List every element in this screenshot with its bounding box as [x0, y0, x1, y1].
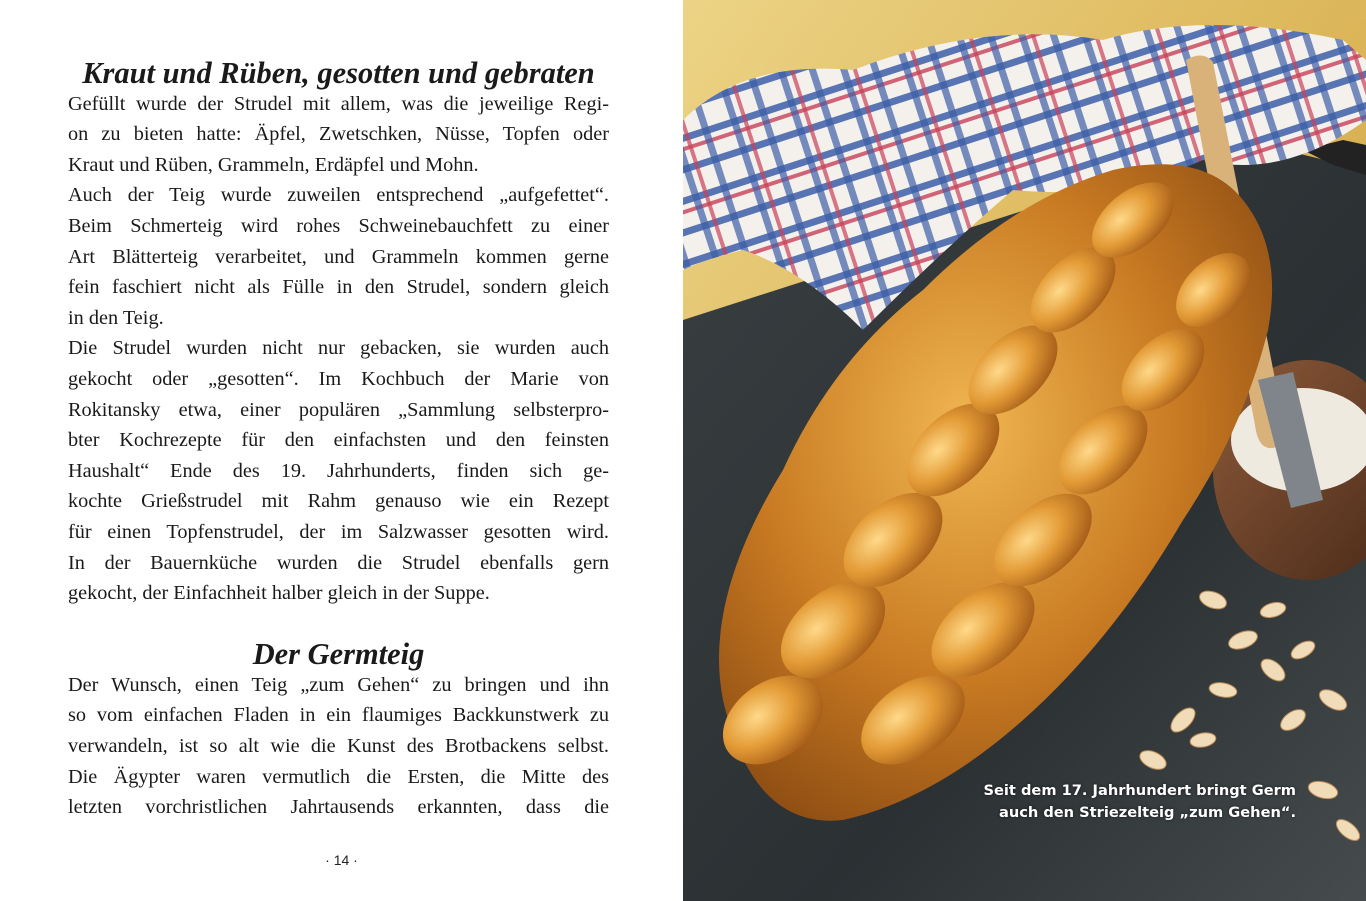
- section-heading: Kraut und Rüben, gesotten und gebraten: [82, 56, 595, 90]
- paragraph: [68, 180, 609, 333]
- text-column: [68, 58, 609, 823]
- text-line: Die Ägypter waren vermutlich die Ersten, die Mitte des: [68, 765, 609, 788]
- paragraph: [68, 89, 609, 181]
- text-line: in den Teig.: [68, 306, 164, 329]
- braided-bread-photo: [683, 0, 1366, 901]
- text-line: Auch der Teig wurde zuweilen entsprechend „aufgefettet“.: [68, 184, 609, 207]
- paragraph: [68, 333, 609, 608]
- text-line: Haushalt“ Ende des 19. Jahrhunderts, finden sich ge-: [68, 459, 609, 482]
- text-line: Der Wunsch, einen Teig „zum Gehen“ zu bringen und ihn: [68, 673, 609, 696]
- page-number: · 14 ·: [325, 852, 358, 868]
- text-line: kochte Grießstrudel mit Rahm genauso wie ein Rezept: [68, 490, 609, 513]
- text-line: Kraut und Rüben, Grammeln, Erdäpfel und Mohn.: [68, 153, 479, 176]
- text-line: Gefüllt wurde der Strudel mit allem, was die jeweilige Regi-: [68, 92, 609, 115]
- paragraph: [68, 670, 609, 823]
- text-line: gekocht oder „gesotten“. Im Kochbuch der Marie von: [68, 367, 609, 390]
- text-line: verwandeln, ist so alt wie die Kunst des Brotbackens selbst.: [68, 735, 609, 758]
- section-gap: [68, 609, 609, 640]
- caption-line: auch den Striezelteig „zum Gehen“.: [998, 804, 1296, 821]
- text-line: so vom einfachen Fladen in ein flaumiges Backkunstwerk zu: [68, 704, 609, 727]
- text-line: on zu bieten hatte: Äpfel, Zwetschken, Nüsse, Topfen oder: [68, 123, 609, 146]
- text-line: In der Bauernküche wurden die Strudel ebenfalls gern: [68, 551, 609, 574]
- photo-caption: [984, 780, 1296, 824]
- text-line: Rokitansky etwa, einer populären „Sammlung selbsterpro-: [68, 398, 609, 421]
- text-line: für einen Topfenstrudel, der im Salzwasser gesotten wird.: [68, 520, 609, 543]
- text-line: Beim Schmerteig wird rohes Schweinebauchfett zu einer: [68, 214, 609, 237]
- text-line: Art Blätterteig verarbeitet, und Grammeln kommen gerne: [68, 245, 609, 268]
- text-line: letzten vorchristlichen Jahrtausends erkannten, dass die: [68, 796, 609, 819]
- text-line: bter Kochrezepte für den einfachsten und den feinsten: [68, 429, 609, 452]
- text-line: gekocht, der Einfachheit halber gleich in der Suppe.: [68, 582, 490, 605]
- text-line: Die Strudel wurden nicht nur gebacken, sie wurden auch: [68, 337, 609, 360]
- section-heading: Der Germteig: [252, 637, 425, 672]
- right-page: [683, 0, 1366, 901]
- caption-line: Seit dem 17. Jahrhundert bringt Germ: [983, 782, 1296, 799]
- text-line: fein faschiert nicht als Fülle in den Strudel, sondern gleich: [68, 276, 609, 299]
